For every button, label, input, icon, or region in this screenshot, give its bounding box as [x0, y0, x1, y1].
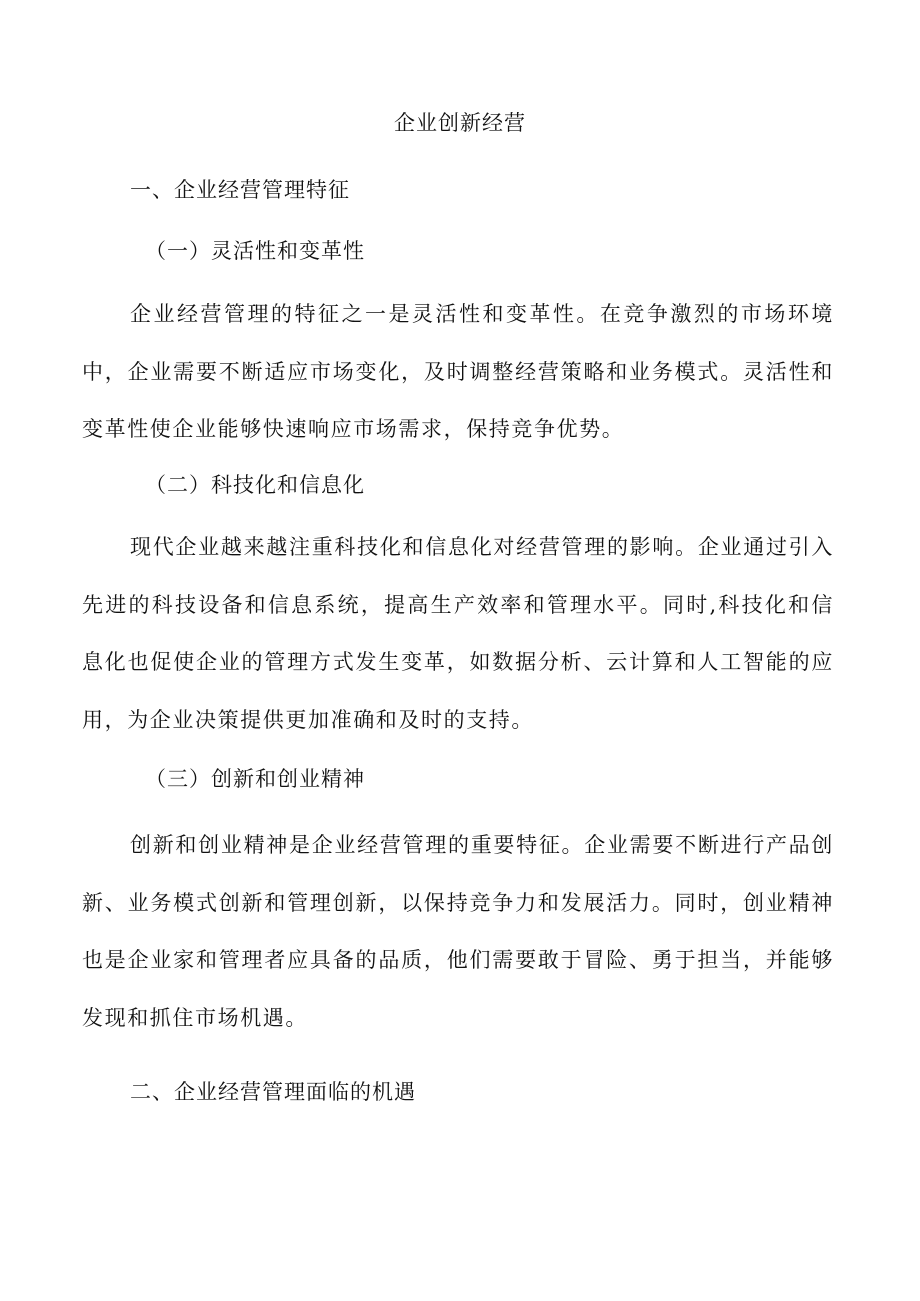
subsection-heading-2: （二）科技化和信息化: [145, 473, 365, 497]
document-title: 企业创新经营: [394, 111, 526, 135]
section-heading-2: 二、企业经营管理面临的机遇: [130, 1080, 416, 1104]
section-heading-1: 一、企业经营管理特征: [130, 178, 350, 202]
subsection-heading-1: （一）灵活性和变革性: [145, 239, 365, 263]
paragraph-3: 创新和创业精神是企业经营管理的重要特征。企业需要不断进行产品创新、业务模式创新和管理创新，以保持竞争力和发展活力。同时，创业精神也是企业家和管理者应具备的品质，他们需要敢于冒险、勇于担当，并能够发现和抓住市场机遇。: [82, 833, 834, 1030]
paragraph-2: 现代企业越来越注重科技化和信息化对经营管理的影响。企业通过引入先进的科技设备和信息系统，提高生产效率和管理水平。同时,科技化和信息化也促使企业的管理方式发生变革，如数据分析、云计算和人工智能的应用，为企业决策提供更加准确和及时的支持。: [82, 535, 834, 732]
paragraph-1: 企业经营管理的特征之一是灵活性和变革性。在竞争激烈的市场环境中，企业需要不断适应市场变化，及时调整经营策略和业务模式。灵活性和变革性使企业能够快速响应市场需求，保持竞争优势。: [82, 302, 834, 441]
subsection-heading-3: （三）创新和创业精神: [145, 767, 365, 791]
